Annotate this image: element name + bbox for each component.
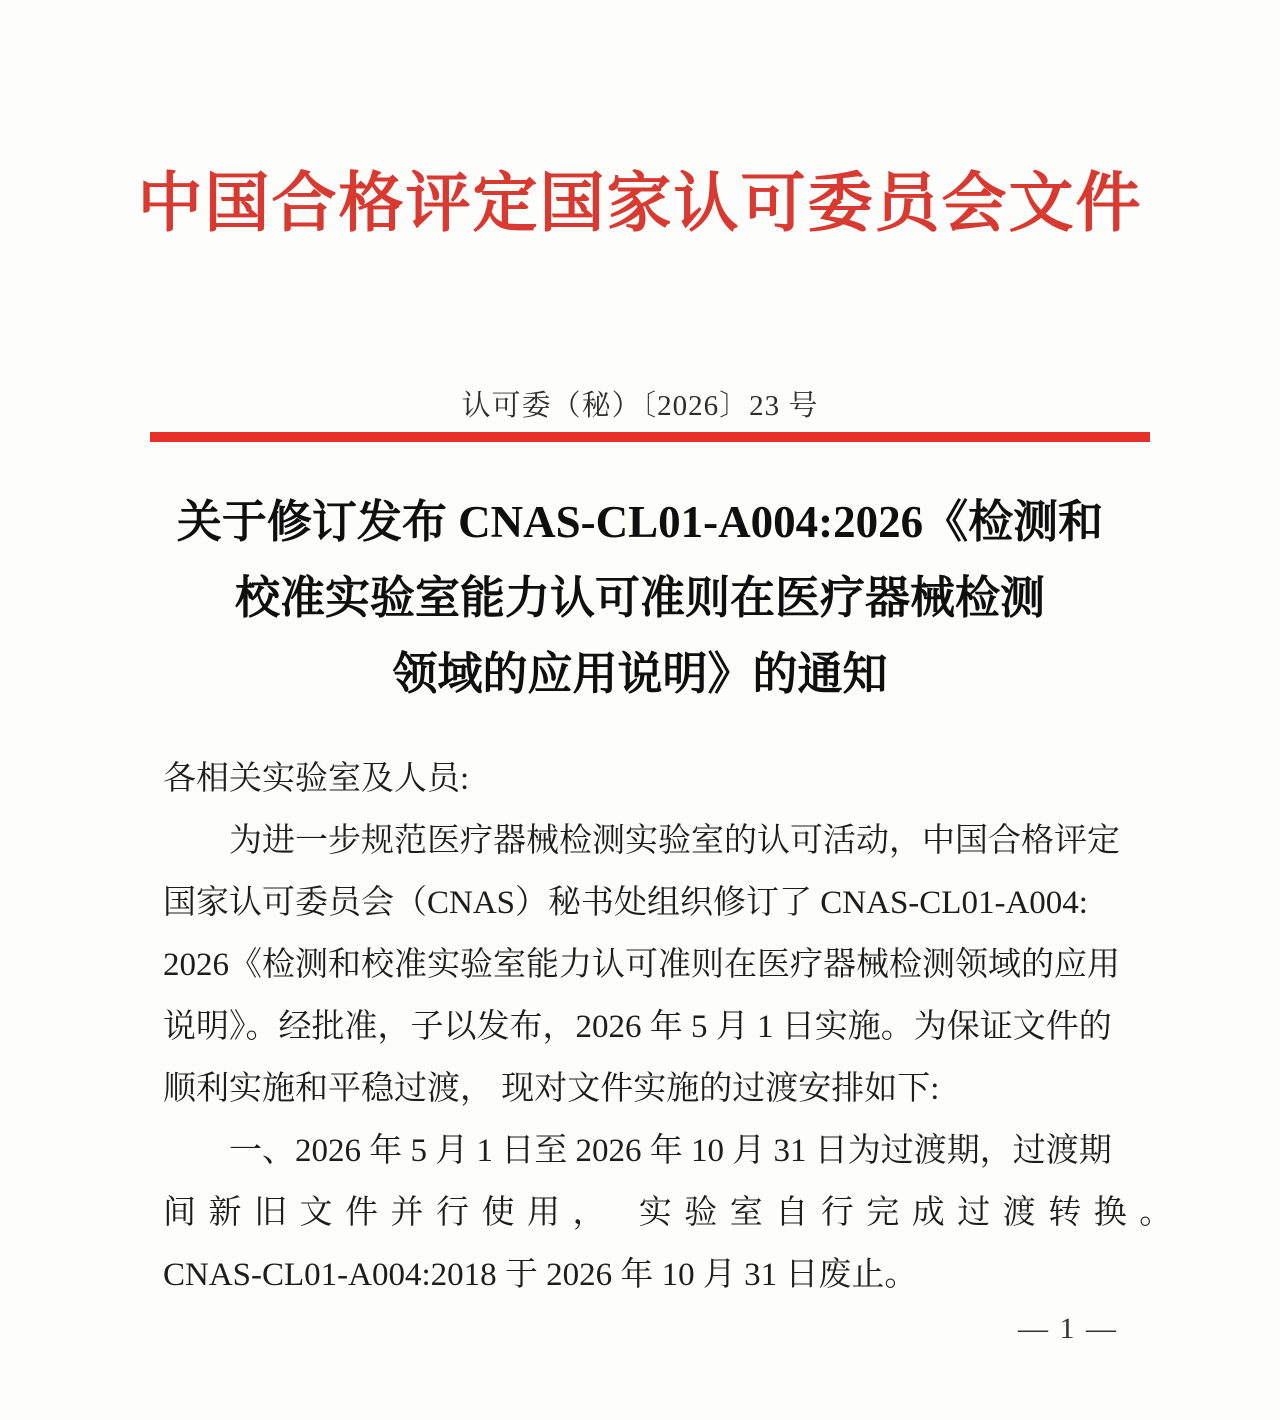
agency-header-title: 中国合格评定国家认可委员会文件 <box>137 168 1143 240</box>
body-line: CNAS-CL01-A004:2018 于 2026 年 10 月 31 日废止。 <box>163 1257 918 1293</box>
page-number: — 1 — <box>1018 1312 1118 1345</box>
body-line: 国家认可委员会（CNAS）秘书处组织修订了 CNAS-CL01-A004: <box>163 885 1088 921</box>
body-line: 2026《检测和校准实验室能力认可准则在医疗器械检测领域的应用 <box>163 947 1120 983</box>
notice-title-line-1: 关于修订发布 CNAS-CL01-A004:2026《检测和 <box>176 497 1104 547</box>
body-line: 间新旧文件并行使用， 实验室自行完成过渡转换。 <box>163 1195 1185 1231</box>
document-body <box>163 748 1185 1306</box>
notice-title-line-3: 领域的应用说明》的通知 <box>392 649 888 699</box>
body-salutation: 各相关实验室及人员: <box>163 761 470 797</box>
body-line: 说明》。经批准，子以发布，2026 年 5 月 1 日实施。为保证文件的 <box>163 1009 1112 1045</box>
document-number: 认可委（秘）〔2026〕23 号 <box>461 390 819 422</box>
notice-title <box>0 484 1280 712</box>
red-divider-line <box>150 432 1150 442</box>
body-line: 一、2026 年 5 月 1 日至 2026 年 10 月 31 日为过渡期，过渡期 <box>229 1133 1112 1169</box>
body-line: 为进一步规范医疗器械检测实验室的认可活动，中国合格评定 <box>229 823 1120 859</box>
notice-title-line-2: 校准实验室能力认可准则在医疗器械检测 <box>234 573 1045 623</box>
body-line: 顺利实施和平稳过渡， 现对文件实施的过渡安排如下: <box>163 1071 940 1107</box>
